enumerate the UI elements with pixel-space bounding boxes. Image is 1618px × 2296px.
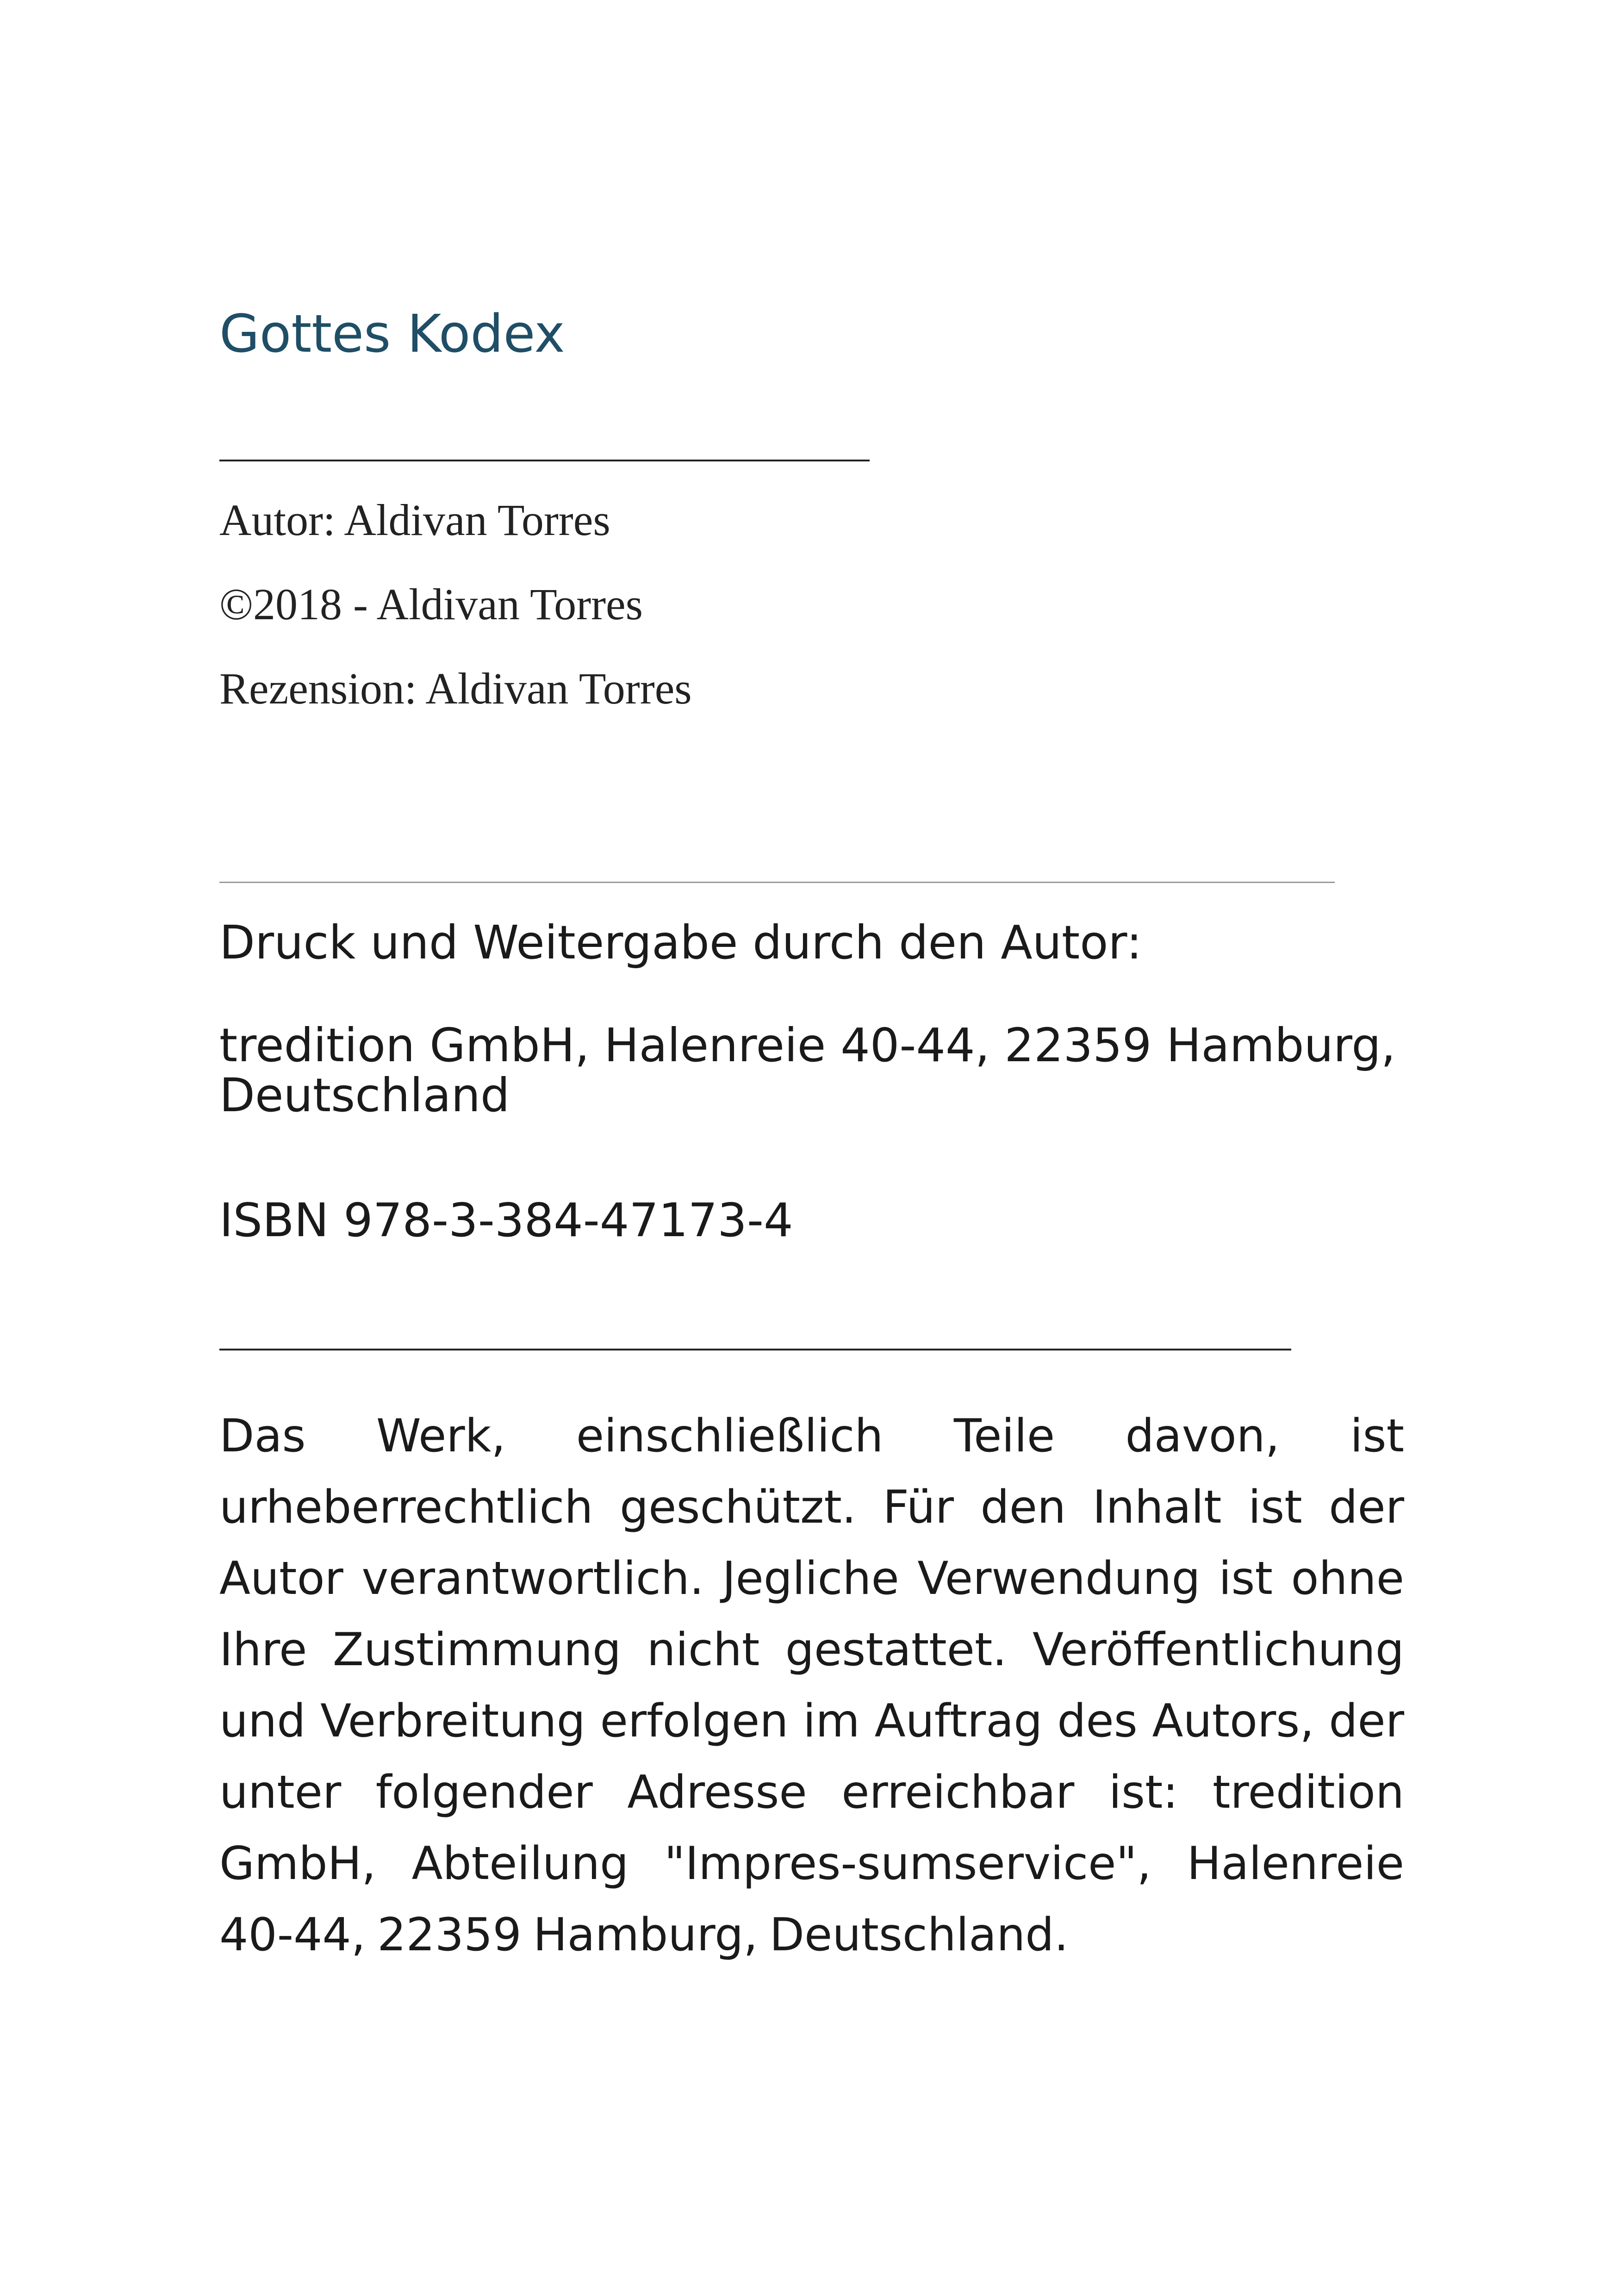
book-title: Gottes Kodex xyxy=(219,304,565,364)
review-line: Rezension: Aldivan Torres xyxy=(219,664,692,713)
publisher-divider xyxy=(219,882,1335,883)
legal-notice: Das Werk, einschließlich Teile davon, ist urheberrechtlich geschützt. Für den Inhalt ist der Autor verantwortlich. Jegliche Verwendung ist ohne Ihre Zustimmung nicht gestattet. Veröffentlichung und Verbreitung erfolgen im Auftrag des Autors, der unter folgender Adresse erreichbar ist: tredition GmbH, Abteilung "Impres-sumservice", Halenreie 40-44, 22359 Hamburg, Deutschland. xyxy=(219,1410,1404,1961)
title-divider xyxy=(219,460,870,461)
publisher-label: Druck und Weitergabe durch den Autor: xyxy=(219,915,1142,970)
isbn-line: ISBN 978-3-384-47173-4 xyxy=(219,1193,793,1247)
publisher-address: tredition GmbH, Halenreie 40-44, 22359 Hamburg, Deutschland xyxy=(219,1018,1396,1122)
legal-divider xyxy=(219,1349,1291,1350)
author-line: Autor: Aldivan Torres xyxy=(219,495,610,545)
copyright-line: ©2018 - Aldivan Torres xyxy=(219,579,643,629)
